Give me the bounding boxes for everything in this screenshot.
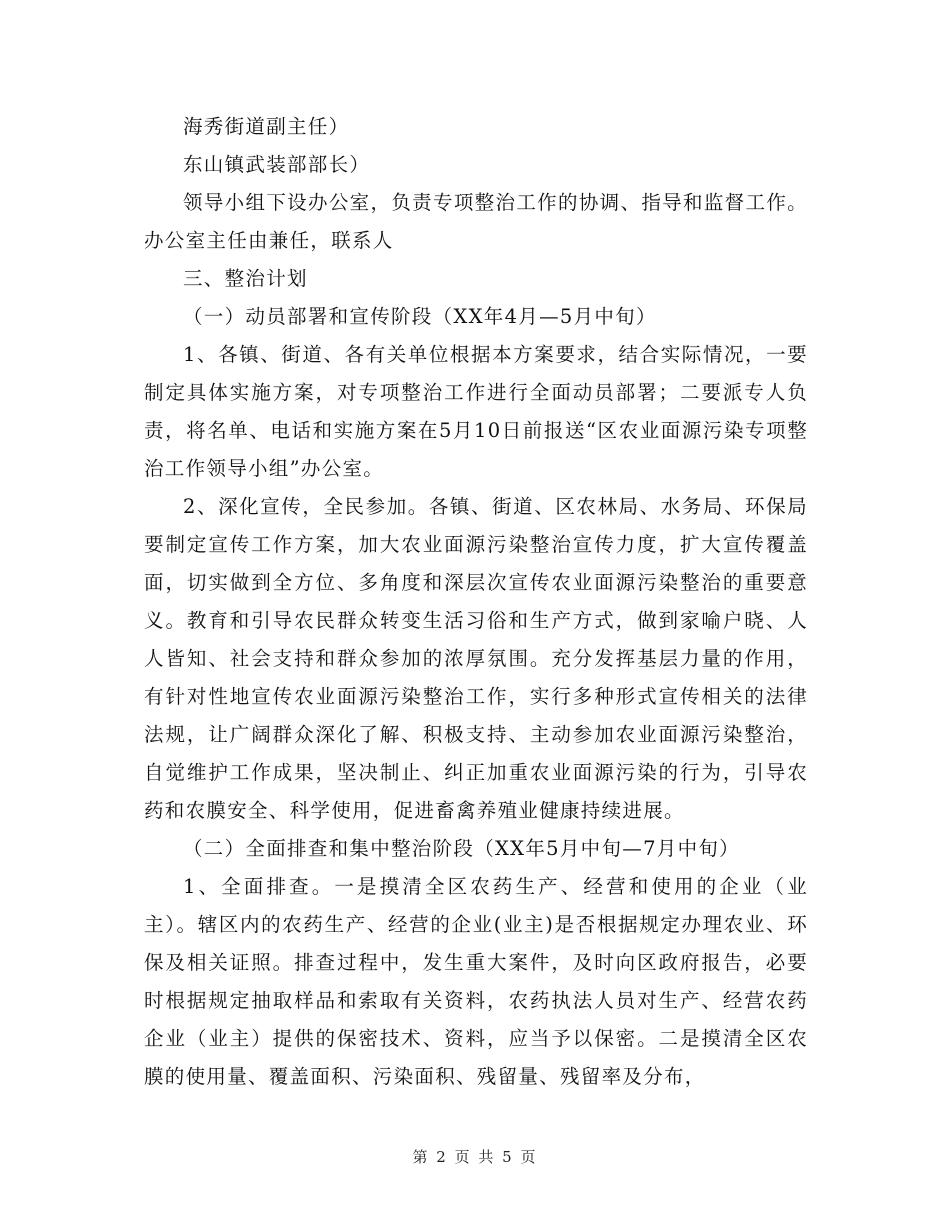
section-heading-plan: 三、整治计划 xyxy=(183,267,308,290)
paragraph-haixiu: 海秀街道副主任） xyxy=(183,115,350,138)
subheading-stage-one: （一）动员部署和宣传阶段（XX年4月—5月中旬） xyxy=(183,305,657,328)
page-number-footer: 第 2 页 共 5 页 xyxy=(412,1148,538,1166)
document-body xyxy=(144,108,808,1096)
paragraph-dongshan: 东山镇武装部部长） xyxy=(183,153,371,176)
paragraph-office: 领导小组下设办公室，负责专项整治工作的协调、指导和监督工作。办公室主任由兼任，联系人 xyxy=(144,191,808,252)
paragraph-stage-two-item-1: 1、全面排查。一是摸清全区农药生产、经营和使用的企业（业主）。辖区内的农药生产、经营的企业(业主)是否根据规定办理农业、环保及相关证照。排查过程中，发生重大案件，及时向区政府报告，必要时根据规定抽取样品和索取有关资料，农药执法人员对生产、经营农药企业（业主）提供的保密技术、资料，应当予以保密。二是摸清全区农膜的使用量、覆盖面积、污染面积、残留量、残留率及分布， xyxy=(144,875,808,1088)
paragraph-stage-one-item-1: 1、各镇、街道、各有关单位根据本方案要求，结合实际情况，一要制定具体实施方案，对专项整治工作进行全面动员部署；二要派专人负责，将名单、电话和实施方案在5月10日前报送“区农业面源污染专项整治工作领导小组”办公室。 xyxy=(144,343,808,480)
subheading-stage-two: （二）全面排查和集中整治阶段（XX年5月中旬—7月中旬） xyxy=(183,837,740,860)
paragraph-stage-one-item-2: 2、深化宣传，全民参加。各镇、街道、区农林局、水务局、环保局要制定宣传工作方案，加大农业面源污染整治宣传力度，扩大宣传覆盖面，切实做到全方位、多角度和深层次宣传农业面源污染整治的重要意义。教育和引导农民群众转变生活习俗和生产方式，做到家喻户晓、人人皆知、社会支持和群众参加的浓厚氛围。充分发挥基层力量的作用，有针对性地宣传农业面源污染整治工作，实行多种形式宣传相关的法律法规，让广阔群众深化了解、积极支持、主动参加农业面源污染整治，自觉维护工作成果，坚决制止、纠正加重农业面源污染的行为，引导农药和农膜安全、科学使用，促进畜禽养殖业健康持续进展。 xyxy=(144,495,808,822)
